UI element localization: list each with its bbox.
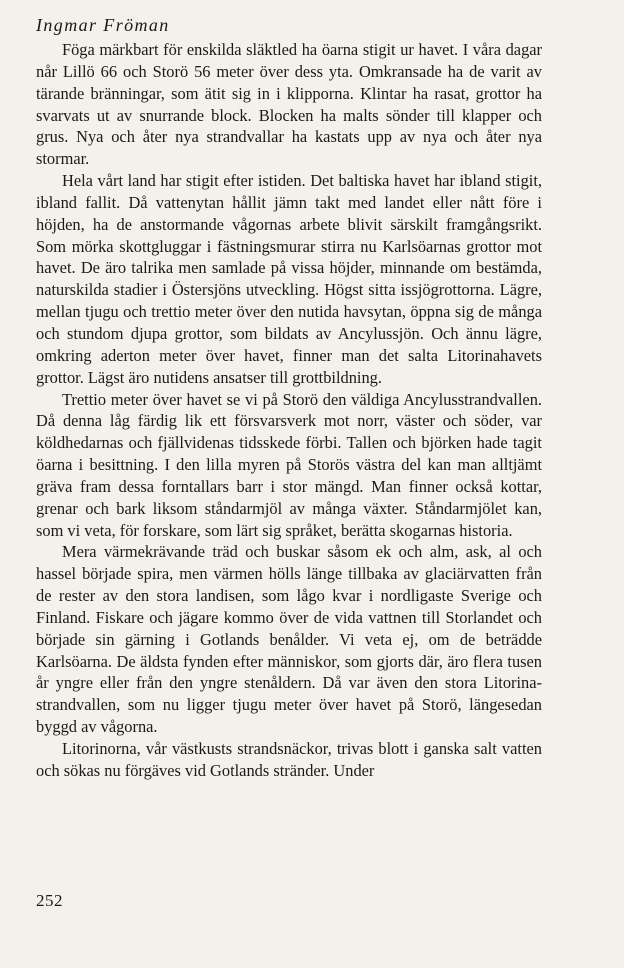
paragraph-3: Trettio meter över havet se vi på Storö den väldiga Ancylusstrandvallen. Då denna låg färdig lik ett försvarsverk mot norr, väster och söder, var köldhedarnas och fjällvidenas tidsskede förbi. Tallen och björken hade tagit öarna i besittning. I den lilla myren på Storös västra del kan man alltjämt gräva fram dessa forntallars barr i stor mängd. Man finner också kottar, grenar och bark liksom ståndarmjöl av många växter. Ståndarmjölet kan, som vi veta, för forskare, som lärt sig språket, berätta skogarnas historia. (36, 389, 542, 540)
paragraph-1: Föga märkbart för enskilda släktled ha öarna stigit ur havet. I våra dagar når Lillö 66 och Storö 56 meter över dess yta. Omkransade ha de varit av tärande bränningar, som ätit sig in i klipporna. Klintar ha rasat, grottor ha svarvats ut av snurrande block. Blocken ha malts sönder till klapper och grus. Nya och åter nya strandvallar ha kastats upp av nya och åter nya stormar. (36, 40, 542, 169)
running-head-author: Ingmar Fröman (36, 15, 170, 35)
body-text (36, 39, 542, 782)
page-number: 252 (36, 891, 63, 910)
paragraph-4: Mera värmekrävande träd och buskar såsom ek och alm, ask, al och hassel började spira, men värmen hölls länge tillbaka av glaciärvatten från de rester av den stora landisen, som lågo kvar i nordligaste Sverige och Finland. Fiskare och jägare kommo över de vida vattnen till Storlandet och började sin gärning i Gotlands benålder. Vi veta ej, om de beträdde Karlsöarna. De äldsta fynden efter människor, som gjorts där, äro flera tusen år yngre eller från den yngre stenåldern. Då var även den stora Litorina-strandvallen, som nu ligger tjugu meter över havet på Storö, längesedan byggd av vågorna. (36, 542, 542, 737)
paragraph-2: Hela vårt land har stigit efter istiden. Det baltiska havet har ibland stigit, ibland fallit. Då vattenytan hållit jämn takt med landet eller nått före i höjden, ha de anstormande vågornas arbete blivit särskilt framgångsrikt. Som mörka skottgluggar i fästningsmurar stirra nu Karlsöarnas grottor mot havet. De äro talrika men samlade på vissa höjder, minnande om bestämda, naturskilda stadier i Östersjöns utveckling. Högst sitta issjögrottorna. Lägre, mellan tjugu och trettio meter över den nutida havsytan, öppna sig de många och stundom djupa grottor, som bildats av Ancylussjön. Och ännu lägre, omkring aderton meter över havet, finner man det salta Litorinahavets grottor. Lägst äro nutidens ansatser till grottbildning. (36, 171, 542, 387)
paragraph-5: Litorinorna, vår västkusts strandsnäckor, trivas blott i ganska salt vatten och sökas nu förgäves vid Gotlands stränder. Under (36, 739, 542, 780)
